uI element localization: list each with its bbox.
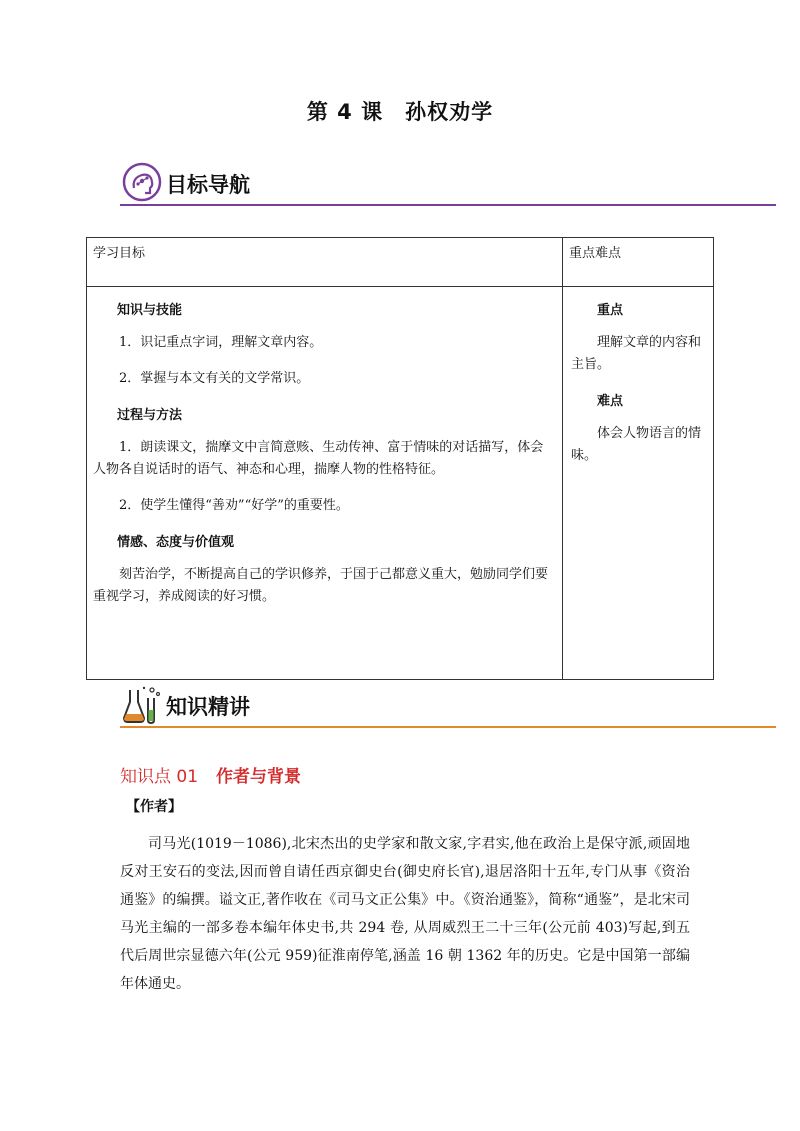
goals-table [86, 237, 714, 680]
goals-right-cell [563, 287, 714, 680]
author-paragraph: 司马光(1019－1086),北宋杰出的史学家和散文家,字君实,他在政治上是保守派,顽固地反对王安石的变法,因而曾自请任西京御史台(御史府长官),退居洛阳十五年,专门从事《资治通鉴》的编撰。谥文正,著作收在《司马文正公集》中。《资治通鉴》，简称“通鉴”，是北宋司马光主编的一部多卷本编年体史书,共 294 卷, 从周威烈王二十三年(公元前 403)写起,到五代后周世宗显德六年(公元 959)征淮南停笔,涵盖 16 朝 1362 年的历史。它是中国第一部编年体通史。 [120, 836, 690, 992]
section-header-goals [120, 160, 776, 206]
section-title-knowledge: 知识精讲 [166, 695, 250, 719]
goal-item: 刻苦治学，不断提高自己的学识修养，于国于己都意义重大，勉励同学们要重视学习，养成阅读的好习惯。 [93, 567, 549, 604]
section-header-knowledge [120, 682, 776, 728]
goal-item: 2．掌握与本文有关的文学常识。 [119, 371, 310, 386]
goal-item: 1．识记重点字词，理解文章内容。 [119, 335, 323, 350]
goals-left-cell [87, 287, 563, 680]
key-point-title: 重点 [597, 303, 624, 318]
knowledge-point-title: 作者与背景 [216, 767, 302, 787]
goal-item: 2．使学生懂得“善劝”“好学”的重要性。 [119, 498, 349, 513]
brain-head-icon [122, 162, 162, 202]
knowledge-point-heading [120, 762, 301, 787]
difficult-point-text: 体会人物语言的情味。 [571, 426, 702, 463]
difficult-point-title: 难点 [597, 394, 624, 409]
emotion-values-title: 情感、态度与价值观 [117, 535, 235, 550]
page-title: 第 4 课 孙权劝学 [306, 100, 494, 124]
section-title-goals: 目标导航 [166, 173, 250, 197]
knowledge-point-number: 知识点 01 [120, 767, 199, 787]
process-method-title: 过程与方法 [117, 408, 183, 423]
knowledge-skills-title: 知识与技能 [117, 303, 183, 318]
goal-item: 1．朗读课文，揣摩文中言简意赅、生动传神、富于情味的对话描写，体会人物各自说话时的语气、神态和心理，揣摩人物的性格特征。 [93, 440, 544, 477]
lab-flask-icon [122, 684, 162, 724]
author-label: 【作者】 [126, 799, 182, 815]
goals-header-left: 学习目标 [87, 238, 563, 287]
section-divider [120, 204, 776, 206]
section-divider [120, 726, 776, 728]
key-point-text: 理解文章的内容和主旨。 [571, 335, 702, 372]
goals-header-right: 重点难点 [563, 238, 714, 287]
